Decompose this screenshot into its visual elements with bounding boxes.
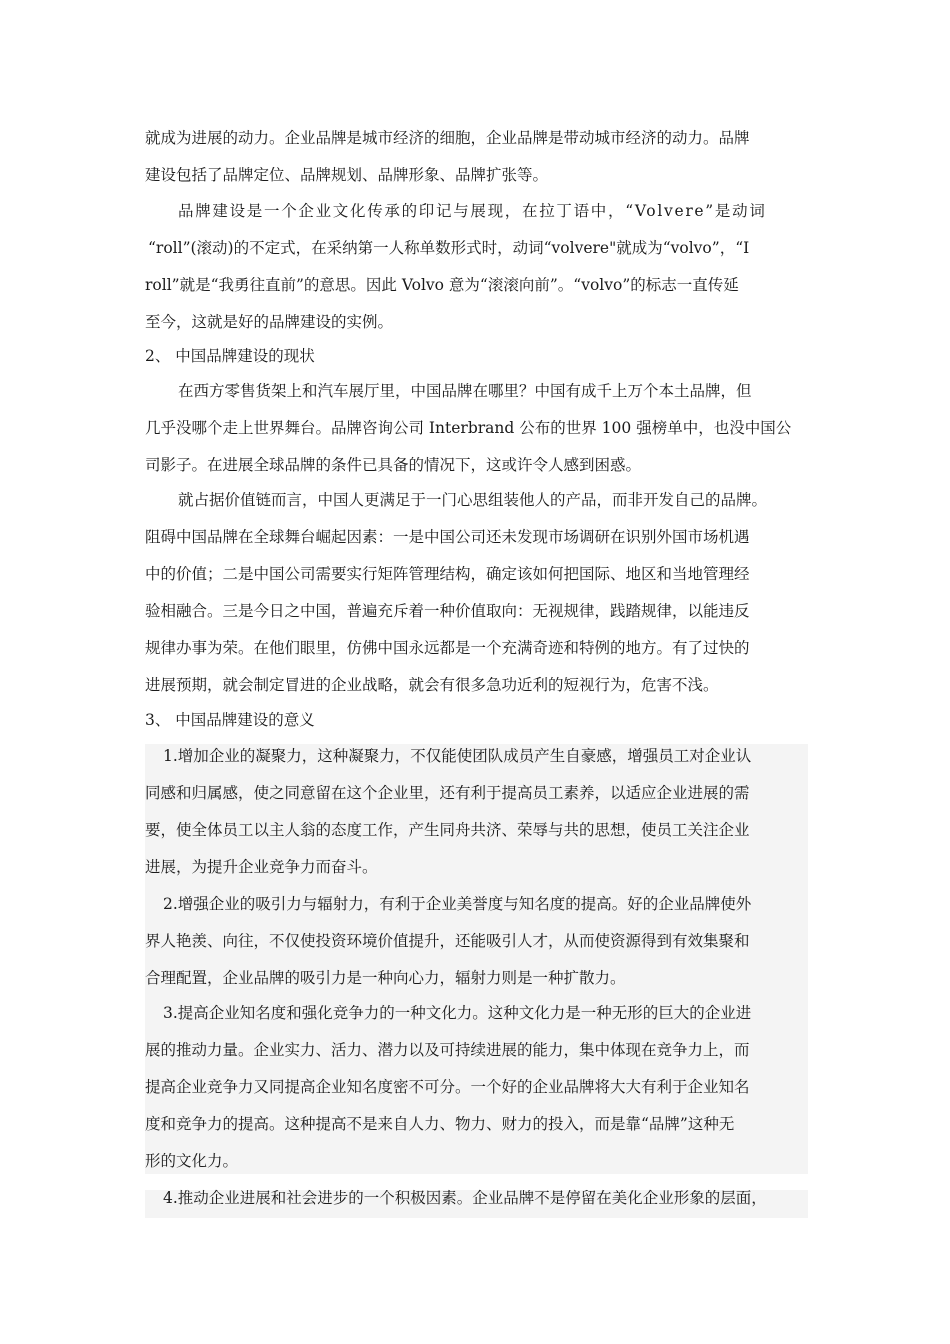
paragraph-line: 提高企业竞争力又同提高企业知名度密不可分。一个好的企业品牌将大大有利于企业知名 [145, 1078, 750, 1096]
paragraph-line: 司影子。在进展全球品牌的条件已具备的情况下，这或许令人感到困惑。 [145, 456, 642, 474]
paragraph-line: 建设包括了品牌定位、品牌规划、品牌形象、品牌扩张等。 [145, 166, 549, 184]
paragraph-line: 进展，为提升企业竞争力而奋斗。 [145, 858, 378, 876]
paragraph-line: 阻碍中国品牌在全球舞台崛起因素：一是中国公司还未发现市场调研在识别外国市场机遇 [145, 528, 750, 546]
paragraph-line: 要，使全体员工以主人翁的态度工作，产生同舟共济、荣辱与共的思想，使员工关注企业 [145, 821, 750, 839]
paragraph-line: 中的价值；二是中国公司需要实行矩阵管理结构，确定该如何把国际、地区和当地管理经 [145, 565, 750, 583]
paragraph-line: 4.推动企业进展和社会进步的一个积极因素。企业品牌不是停留在美化企业形象的层面， [163, 1189, 767, 1207]
section-heading: 2、 中国品牌建设的现状 [145, 347, 315, 365]
paragraph-line: 品牌建设是一个企业文化传承的印记与展现，在拉丁语中，“Volvere”是动词 [178, 202, 767, 220]
paragraph-line: 3.提高企业知名度和强化竞争力的一种文化力。这种文化力是一种无形的巨大的企业进 [163, 1004, 752, 1022]
section-heading: 3、 中国品牌建设的意义 [145, 711, 315, 729]
highlight-block [145, 744, 808, 1174]
paragraph-line: 验相融合。三是今日之中国，普遍充斥着一种价值取向：无视规律，践踏规律，以能违反 [145, 602, 750, 620]
paragraph-line: 进展预期，就会制定冒进的企业战略，就会有很多急功近利的短视行为，危害不浅。 [145, 676, 719, 694]
paragraph-line: 就成为进展的动力。企业品牌是城市经济的细胞，企业品牌是带动城市经济的动力。品牌 [145, 129, 750, 147]
paragraph-line: 度和竞争力的提高。这种提高不是来自人力、物力、财力的投入，而是靠“品牌”这种无 [145, 1115, 735, 1133]
paragraph-line: 界人艳羡、向往，不仅使投资环境价值提升，还能吸引人才，从而使资源得到有效集聚和 [145, 932, 750, 950]
paragraph-line: 1.增加企业的凝聚力，这种凝聚力，不仅能使团队成员产生自豪感，增强员工对企业认 [163, 747, 752, 765]
paragraph-line: 几乎没哪个走上世界舞台。品牌咨询公司 Interbrand 公布的世界 100 强榜单中，也没中国公 [145, 419, 792, 437]
paragraph-line: 至今，这就是好的品牌建设的实例。 [145, 313, 394, 331]
paragraph-line: 合理配置，企业品牌的吸引力是一种向心力，辐射力则是一种扩散力。 [145, 969, 626, 987]
paragraph-line: 规律办事为荣。在他们眼里，仿佛中国永远都是一个充满奇迹和特例的地方。有了过快的 [145, 639, 750, 657]
paragraph-line: 形的文化力。 [145, 1152, 239, 1170]
paragraph-line: 展的推动力量。企业实力、活力、潜力以及可持续进展的能力，集中体现在竞争力上，而 [145, 1041, 750, 1059]
paragraph-line: 2.增强企业的吸引力与辐射力，有利于企业美誉度与知名度的提高。好的企业品牌使外 [163, 895, 752, 913]
paragraph-line: 在西方零售货架上和汽车展厅里，中国品牌在哪里？中国有成千上万个本土品牌，但 [178, 382, 752, 400]
paragraph-line: “roll”(滚动)的不定式，在采纳第一人称单数形式时，动词“volvere"就成为“volvo”，“I [148, 239, 750, 257]
paragraph-line: 同感和归属感，使之同意留在这个企业里，还有利于提高员工素养，以适应企业进展的需 [145, 784, 750, 802]
paragraph-line: roll”就是“我勇往直前”的意思。因此 Volvo 意为“滚滚向前”。“volvo”的标志一直传延 [145, 276, 739, 294]
paragraph-line: 就占据价值链而言，中国人更满足于一门心思组装他人的产品，而非开发自己的品牌。 [178, 491, 768, 509]
